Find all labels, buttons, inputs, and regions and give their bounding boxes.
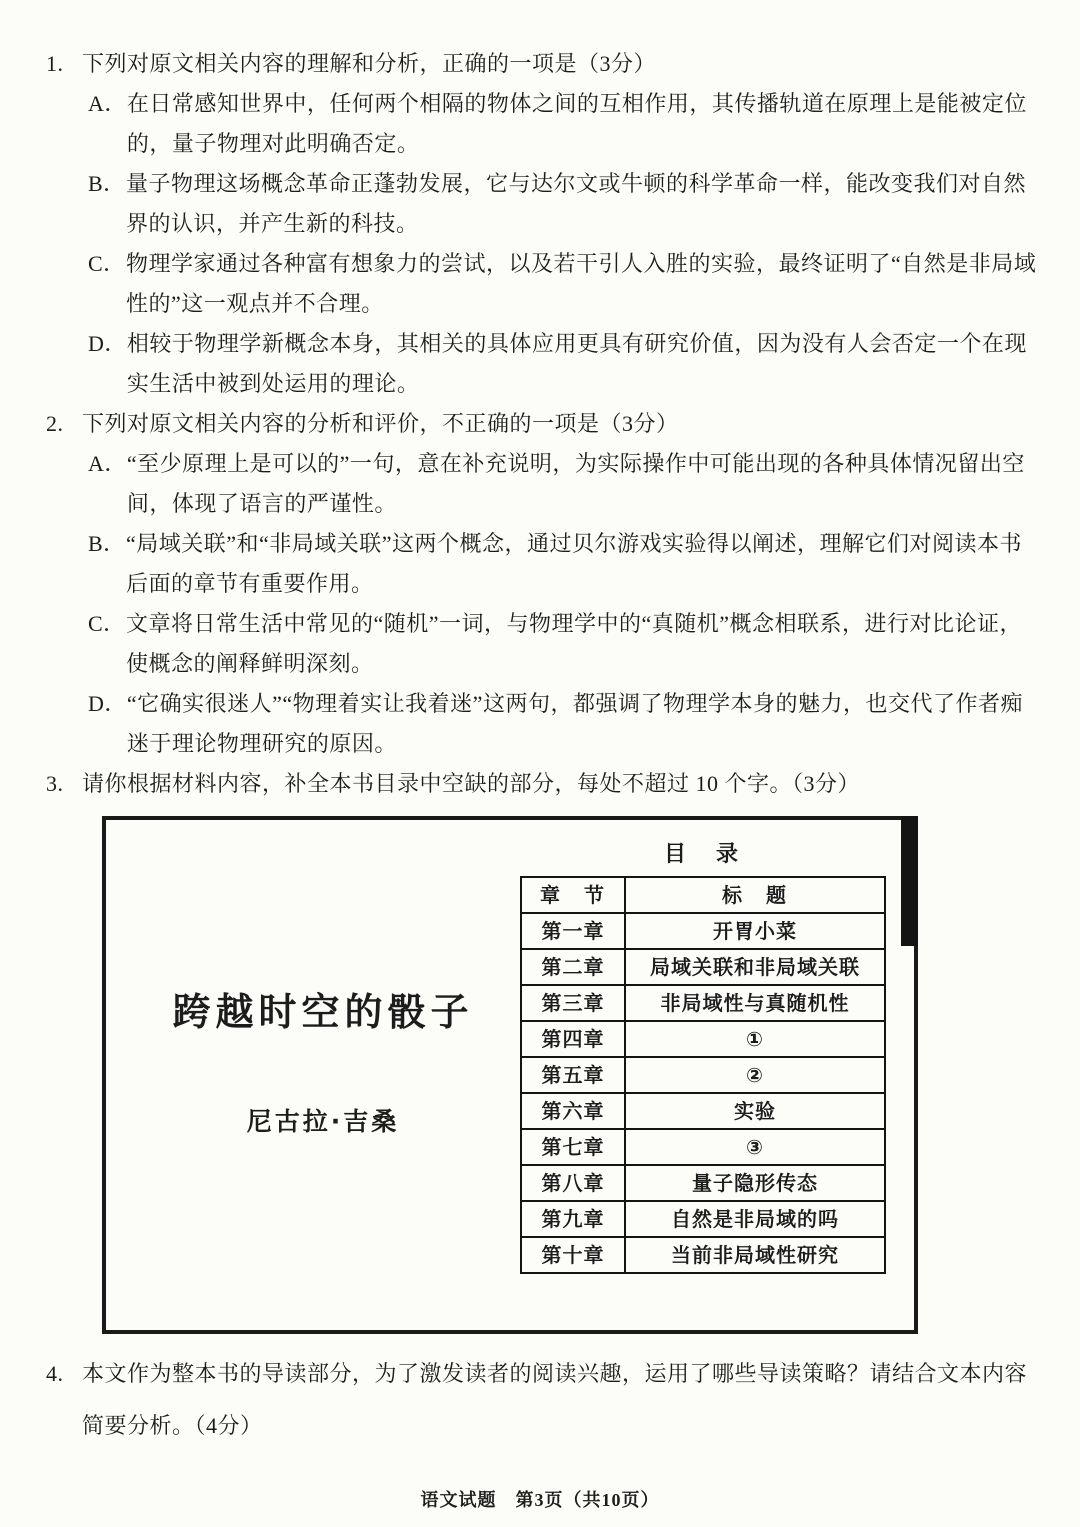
toc-chapter-title: 量子隐形传态 [625,1165,885,1201]
question-1-option-b [46,164,1038,244]
option-label: B． [88,171,126,196]
question-2-option-b [46,524,1038,604]
toc-chapter: 第八章 [521,1165,625,1201]
toc-chapter: 第六章 [521,1093,625,1129]
toc-row-7 [521,1129,885,1165]
option-label: C． [88,611,126,636]
option-text: 相较于物理学新概念本身，其相关的具体应用更具有研究价值，因为没有人会否定一个在现实生活中被到处运用的理论。 [126,331,1027,396]
question-3 [46,764,1038,804]
page-footer: 语文试题 第3页（共10页） [420,1490,660,1510]
question-1-option-d [46,324,1038,404]
table-of-contents [520,838,886,1274]
toc-row-9 [521,1201,885,1237]
toc-chapter: 第四章 [521,1021,625,1057]
option-label: B． [88,531,126,556]
toc-header-row [521,877,885,913]
toc-row-4 [521,1021,885,1057]
option-label: D． [88,331,127,356]
toc-chapter-title: 非局域性与真随机性 [625,985,885,1021]
question-1-number: 1. [46,51,64,76]
book-title: 跨越时空的骰子 [172,990,474,1034]
option-text: “至少原理上是可以的”一句，意在补充说明，为实际操作中可能出现的各种具体情况留出空间，体现了语言的严谨性。 [126,451,1025,516]
toc-chapter-title: 开胃小菜 [625,913,885,949]
question-2-stem: 下列对原文相关内容的分析和评价，不正确的一项是（3分） [82,411,679,436]
toc-chapter-title: 当前非局域性研究 [625,1237,885,1273]
question-4-number: 4. [46,1361,64,1386]
toc-chapter-title: 局域关联和非局域关联 [625,949,885,985]
question-2-option-c [46,604,1038,684]
question-1-option-c [46,244,1038,324]
question-2-option-d [46,684,1038,764]
option-label: A． [88,91,127,116]
option-label: A． [88,451,127,476]
toc-chapter: 第一章 [521,913,625,949]
option-text: 文章将日常生活中常见的“随机”一词，与物理学中的“真随机”概念相联系，进行对比论证，使概念的阐释鲜明深刻。 [126,611,1023,676]
toc-chapter: 第三章 [521,985,625,1021]
toc-chapter-title: ② [625,1057,885,1093]
toc-title: 目 录 [663,842,742,867]
option-text: “它确实很迷人”“物理着实让我着迷”这两句，都强调了物理学本身的魅力，也交代了作者痴迷于理论物理研究的原因。 [126,691,1023,756]
option-text: 物理学家通过各种富有想象力的尝试，以及若干引人入胜的实验，最终证明了“自然是非局域性的”这一观点并不合理。 [126,251,1037,316]
toc-chapter-title: ① [625,1021,885,1057]
option-text: 量子物理这场概念革命正蓬勃发展，它与达尔文或牛顿的科学革命一样，能改变我们对自然界的认识，并产生新的科技。 [126,171,1027,236]
toc-row-3 [521,985,885,1021]
book-author: 尼古拉·吉桑 [246,1107,400,1136]
option-text: 在日常感知世界中，任何两个相隔的物体之间的互相作用，其传播轨道在原理上是能被定位的，量子物理对此明确否定。 [126,91,1027,156]
question-1 [46,44,1038,404]
toc-row-8 [521,1165,885,1201]
toc-row-6 [521,1093,885,1129]
scan-edge-mark [901,816,918,946]
toc-header-title: 标 题 [625,877,885,913]
option-label: D． [88,691,127,716]
question-4 [46,1348,1038,1452]
question-2-number: 2. [46,411,64,436]
toc-chapter: 第二章 [521,949,625,985]
toc-header-chapter: 章 节 [521,877,625,913]
toc-chapter-title: 实验 [625,1093,885,1129]
option-label: C． [88,251,126,276]
question-2 [46,404,1038,764]
toc-row-5 [521,1057,885,1093]
question-4-stem: 本文作为整本书的导读部分，为了激发读者的阅读兴趣，运用了哪些导读策略？请结合文本内容简要分析。（4分） [82,1361,1028,1438]
toc-table [520,876,886,1274]
question-1-stem: 下列对原文相关内容的理解和分析，正确的一项是（3分） [82,51,657,76]
question-1-option-a [46,84,1038,164]
toc-row-2 [521,949,885,985]
toc-chapter-title: ③ [625,1129,885,1165]
toc-row-1 [521,913,885,949]
question-3-stem: 请你根据材料内容，补全本书目录中空缺的部分，每处不超过 10 个字。（3分） [82,771,861,796]
question-3-number: 3. [46,771,64,796]
question-2-option-a [46,444,1038,524]
toc-row-10 [521,1237,885,1273]
book-cover-figure [102,816,918,1334]
toc-chapter: 第十章 [521,1237,625,1273]
toc-chapter: 第七章 [521,1129,625,1165]
option-text: “局域关联”和“非局域关联”这两个概念，通过贝尔游戏实验得以阐述，理解它们对阅读本书后面的章节有重要作用。 [126,531,1023,596]
toc-chapter-title: 自然是非局域的吗 [625,1201,885,1237]
toc-chapter: 第五章 [521,1057,625,1093]
toc-chapter: 第九章 [521,1201,625,1237]
